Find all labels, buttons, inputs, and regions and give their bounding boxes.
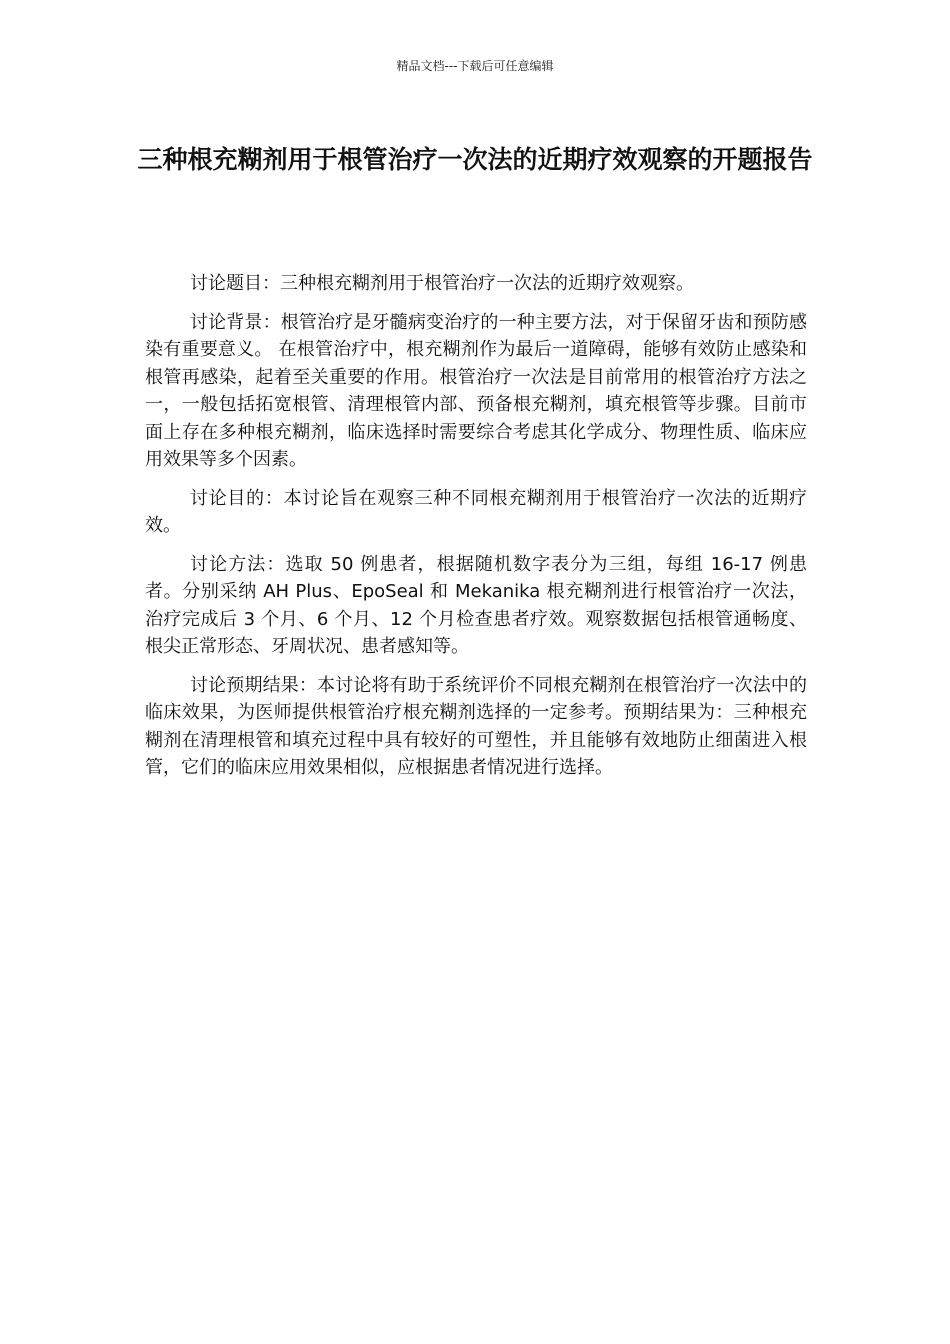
paragraph-expected-results: 讨论预期结果：本讨论将有助于系统评价不同根充糊剂在根管治疗一次法中的临床效果，为医师提供根管治疗根充糊剂选择的一定参考。预期结果为：三种根充糊剂在清理根管和填充过程中具有较好的可塑性，并且能够有效地防止细菌进入根管，它们的临床应用效果相似，应根据患者情况进行选择。 <box>145 674 807 778</box>
document-title: 三种根充糊剂用于根管治疗一次法的近期疗效观察的开题报告 <box>137 145 813 174</box>
header-note: 精品文档---下载后可任意编辑 <box>396 59 554 73</box>
paragraph-background: 讨论背景：根管治疗是牙髓病变治疗的一种主要方法，对于保留牙齿和预防感染有重要意义。 在根管治疗中，根充糊剂作为最后一道障碍，能够有效防止感染和根管再感染，起着至关重要的作用。根管治疗一次法是目前常用的根管治疗方法之一，一般包括拓宽根管、清理根管内部、预备根充糊剂，填充根管等步骤。目前市面上存在多种根充糊剂，临床选择时需要综合考虑其化学成分、物理性质、临床应用效果等多个因素。 <box>145 311 807 470</box>
paragraph-topic: 讨论题目：三种根充糊剂用于根管治疗一次法的近期疗效观察。 <box>190 273 694 294</box>
paragraph-method: 讨论方法：选取 50 例患者，根据随机数字表分为三组，每组 16-17 例患者。分别采纳 AH Plus、EpoSeal 和 Mekanika 根充糊剂进行根管治疗一次法，治疗完成后 3 个月、6 个月、12 个月检查患者疗效。观察数据包括根管通畅度、根尖正常形态、牙周状况、患者感知等。 <box>145 553 807 657</box>
document-body <box>145 270 807 793</box>
paragraph-objective: 讨论目的：本讨论旨在观察三种不同根充糊剂用于根管治疗一次法的近期疗效。 <box>145 487 807 536</box>
